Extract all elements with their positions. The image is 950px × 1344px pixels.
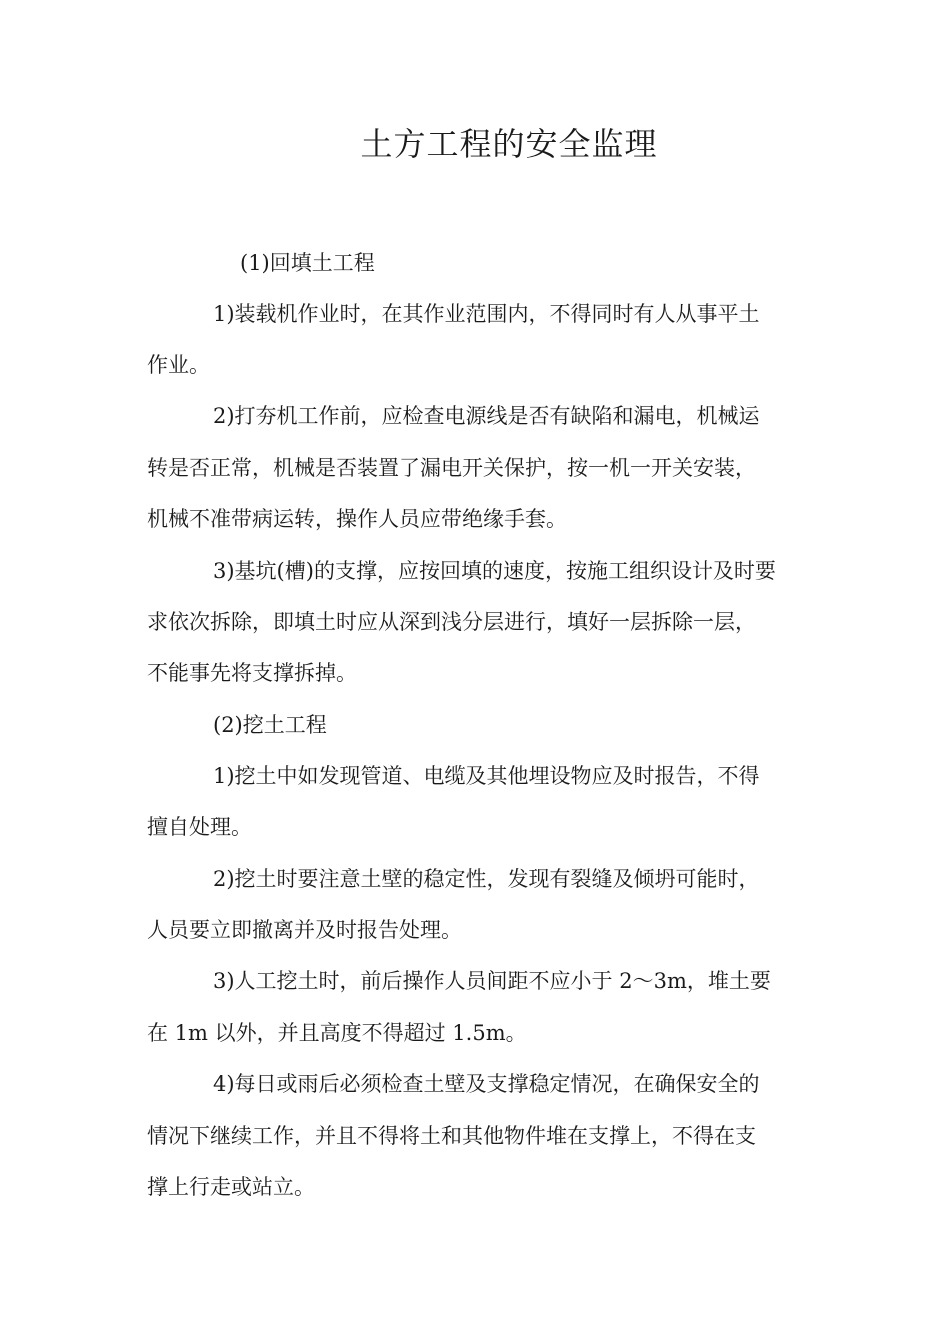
section-heading-excavation: (2)挖土工程: [213, 713, 327, 737]
paragraph-line: 求依次拆除，即填土时应从深到浅分层进行，填好一层拆除一层，: [147, 610, 756, 634]
section-heading-backfill: (1)回填土工程: [240, 251, 375, 275]
paragraph-line: 情况下继续工作，并且不得将土和其他物件堆在支撑上，不得在支: [147, 1124, 756, 1148]
paragraph-line: 撑上行走或站立。: [147, 1175, 315, 1199]
paragraph-line: 机械不准带病运转，操作人员应带绝缘手套。: [147, 507, 567, 531]
paragraph-line: 转是否正常，机械是否装置了漏电开关保护，按一机一开关安装，: [147, 456, 756, 480]
paragraph-line: 1)装载机作业时，在其作业范围内，不得同时有人从事平土: [213, 302, 760, 326]
paragraph-line: 3)基坑(槽)的支撑，应按回填的速度，按施工组织设计及时要: [213, 559, 776, 583]
paragraph-line: 4)每日或雨后必须检查土壁及支撑稳定情况，在确保安全的: [213, 1072, 760, 1096]
paragraph-line: 不能事先将支撑拆掉。: [147, 661, 357, 685]
paragraph-line: 2)挖土时要注意土壁的稳定性，发现有裂缝及倾坍可能时，: [213, 867, 760, 891]
paragraph-line: 人员要立即撤离并及时报告处理。: [147, 918, 462, 942]
paragraph-line: 擅自处理。: [147, 815, 252, 839]
paragraph-line: 作业。: [147, 353, 210, 377]
paragraph-line: 3)人工挖土时，前后操作人员间距不应小于 2～3m，堆土要: [213, 969, 771, 993]
document-title: 土方工程的安全监理: [360, 125, 658, 163]
paragraph-line: 2)打夯机工作前，应检查电源线是否有缺陷和漏电，机械运: [213, 404, 760, 428]
paragraph-line: 在 1m 以外，并且高度不得超过 1.5m。: [147, 1021, 527, 1045]
paragraph-line: 1)挖土中如发现管道、电缆及其他埋设物应及时报告，不得: [213, 764, 760, 788]
